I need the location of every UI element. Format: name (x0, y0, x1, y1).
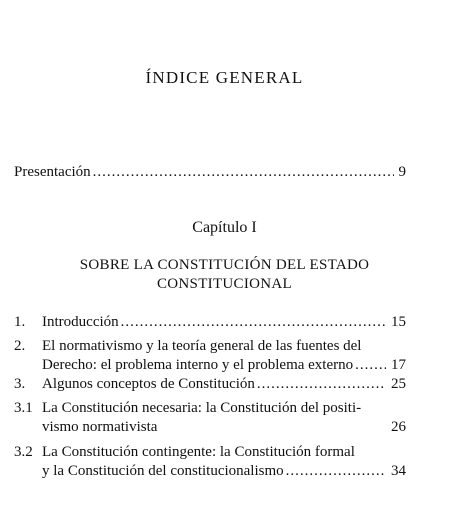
toc-entry-presentacion (14, 163, 406, 182)
toc-entry-necesaria (42, 418, 406, 437)
toc-entry-conceptos (42, 375, 406, 394)
toc-entry-label-line2: vismo normativista (42, 419, 158, 435)
toc-entry-label-line2: Derecho: el problema interno y el problema externo (42, 357, 354, 373)
toc-entry-page: 17 (391, 357, 406, 373)
chapter-heading: Capítulo I (192, 219, 257, 236)
leader-dots (121, 313, 386, 332)
toc-entry-label: Algunos conceptos de Constitución (42, 376, 255, 392)
toc-entry-number: 2. (14, 338, 26, 354)
toc-entry-introduccion (42, 313, 406, 332)
leader-dots (257, 375, 386, 394)
leader-dots (93, 163, 394, 182)
chapter-subtitle-line1: SOBRE LA CONSTITUCIÓN DEL ESTADO (79, 257, 370, 273)
toc-entry-label-line1: La Constitución contingente: la Constitución formal (42, 444, 355, 460)
toc-entry-number: 3. (14, 376, 26, 392)
toc-entry-number: 3.2 (14, 444, 33, 460)
toc-entry-normativismo (42, 356, 406, 375)
toc-entry-page: 25 (391, 376, 406, 392)
leader-dots (286, 462, 386, 481)
toc-entry-number: 1. (14, 314, 26, 330)
toc-entry-label: Presentación (14, 164, 91, 180)
toc-entry-contingente (42, 462, 406, 481)
toc-entry-label-line2: y la Constitución del constitucionalismo (42, 463, 284, 479)
leader-dots (355, 356, 386, 375)
toc-entry-label: Introducción (42, 314, 119, 330)
chapter-subtitle-line2: CONSTITUCIONAL (156, 276, 293, 292)
chapter-subtitle (0, 256, 449, 294)
toc-entry-page: 9 (398, 164, 406, 180)
toc-entry-label-line1: El normativismo y la teoría general de las fuentes del (42, 338, 362, 354)
toc-entry-page: 34 (391, 463, 406, 479)
toc-entry-label-line1: La Constitución necesaria: la Constitución del positi- (42, 400, 362, 416)
toc-entry-page: 15 (391, 314, 406, 330)
toc-entry-page: 26 (391, 419, 406, 435)
toc-entry-number: 3.1 (14, 400, 33, 416)
page-title: ÍNDICE GENERAL (145, 68, 304, 87)
